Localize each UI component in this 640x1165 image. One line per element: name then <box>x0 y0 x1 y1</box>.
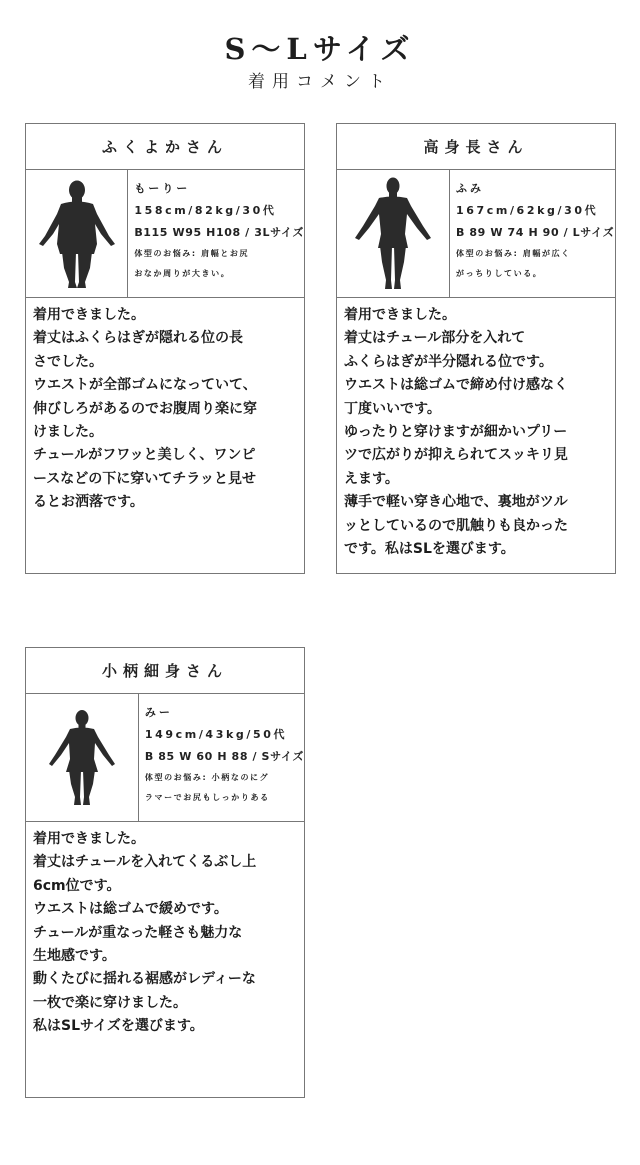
reviewer-name: ふみ <box>456 182 484 195</box>
review-card-petite <box>25 647 305 1098</box>
card-type-label: ふくよかさん <box>26 124 304 170</box>
reviewer-concern: 体型のお悩み: 肩幅が広く <box>456 249 571 258</box>
comment-line: るとお洒落です。 <box>33 494 144 511</box>
comment-line: ースなどの下に穿いてチラッと見せ <box>33 470 257 487</box>
comment-line: さでした。 <box>33 353 103 370</box>
comment-line: 着用できました。 <box>344 307 456 323</box>
comment-line: ウエストが全部ゴムになっていて、 <box>33 377 257 394</box>
comment-line: 動くたびに揺れる裾感がレディーな <box>33 971 256 988</box>
comment-line: 着用できました。 <box>33 307 145 323</box>
comment-line: チュールが重なった軽さも魅力な <box>33 924 243 941</box>
card-type-label: 高身長さん <box>337 124 615 170</box>
comment-line: です。私はSLを選びます。 <box>344 541 515 558</box>
comment-line: 薄手で軽い穿き心地で、裏地がツル <box>344 494 568 511</box>
reviewer-info <box>450 170 615 297</box>
reviewer-info <box>128 170 304 297</box>
reviewer-concern: おなか周りが大きい。 <box>134 269 231 278</box>
comment-line: ゆったりと穿けますが細かいプリー <box>344 424 568 441</box>
body-silhouette-plump-icon <box>26 170 128 297</box>
comment-line: 6cm位です。 <box>33 877 121 894</box>
review-comment <box>337 298 615 561</box>
comment-line: 着用できました。 <box>33 831 145 847</box>
reviewer-profile <box>337 170 615 298</box>
reviewer-measurements: B115 W95 H108 / 3Lサイズ <box>134 226 304 239</box>
comment-line: 着丈はふくらはぎが隠れる位の長 <box>33 330 243 347</box>
reviewer-stats: 158cm/82kg/30代 <box>134 204 277 217</box>
review-card-tall <box>336 123 616 574</box>
comment-line: 伸びしろがあるのでお腹周り楽に穿 <box>33 400 257 417</box>
card-type-label: 小柄細身さん <box>26 648 304 694</box>
comment-line: えます。 <box>344 470 399 487</box>
reviewer-profile <box>26 170 304 298</box>
comment-line: ッとしているので肌触りも良かった <box>344 517 568 534</box>
page-subtitle: 着用コメント <box>248 72 392 92</box>
comment-line: ふくらはぎが半分隠れる位です。 <box>344 353 553 370</box>
reviewer-profile <box>26 694 304 822</box>
comment-line: ツで広がりが抑えられてスッキリ見 <box>344 447 568 464</box>
comment-line: チュールがフワッと美しく、ワンピ <box>33 447 256 464</box>
comment-line: 私はSLサイズを選びます。 <box>33 1018 204 1035</box>
comment-line: ウエストは総ゴムで締め付け感なく <box>344 377 568 394</box>
comment-line: 着丈はチュールを入れてくるぶし上 <box>33 854 257 871</box>
body-silhouette-tall-icon <box>337 170 450 297</box>
comment-line: 生地感です。 <box>33 948 116 965</box>
review-comment <box>26 822 304 1039</box>
reviewer-concern: 体型のお悩み: 小柄なのにグ <box>144 773 270 782</box>
comment-line: 一枚で楽に穿けました。 <box>33 994 187 1011</box>
body-silhouette-petite-icon <box>26 694 139 821</box>
reviewer-info <box>139 694 304 821</box>
reviewer-measurements: B 85 W 60 H 88 / Sサイズ <box>144 750 304 763</box>
reviewer-concern: がっちりしている。 <box>456 269 543 278</box>
reviewer-measurements: B 89 W 74 H 90 / Lサイズ <box>456 226 615 239</box>
reviewer-concern: 体型のお悩み: 肩幅とお尻 <box>134 249 250 258</box>
comment-line: 着丈はチュール部分を入れて <box>344 330 526 347</box>
reviewer-stats: 167cm/62kg/30代 <box>456 204 599 217</box>
page-title: S～Lサイズ <box>224 32 416 66</box>
review-comment <box>26 298 304 515</box>
reviewer-name: もーりー <box>134 182 191 195</box>
comment-line: けました。 <box>33 424 103 441</box>
page-header <box>0 30 640 94</box>
comment-line: ウエストは総ゴムで緩めです。 <box>33 901 228 918</box>
reviewer-concern: ラマーでお尻もしっかりある <box>144 793 270 802</box>
comment-line: 丁度いいです。 <box>344 400 441 417</box>
reviewer-stats: 149cm/43kg/50代 <box>144 728 288 741</box>
reviewer-name: みー <box>144 706 173 719</box>
review-card-plump <box>25 123 305 574</box>
